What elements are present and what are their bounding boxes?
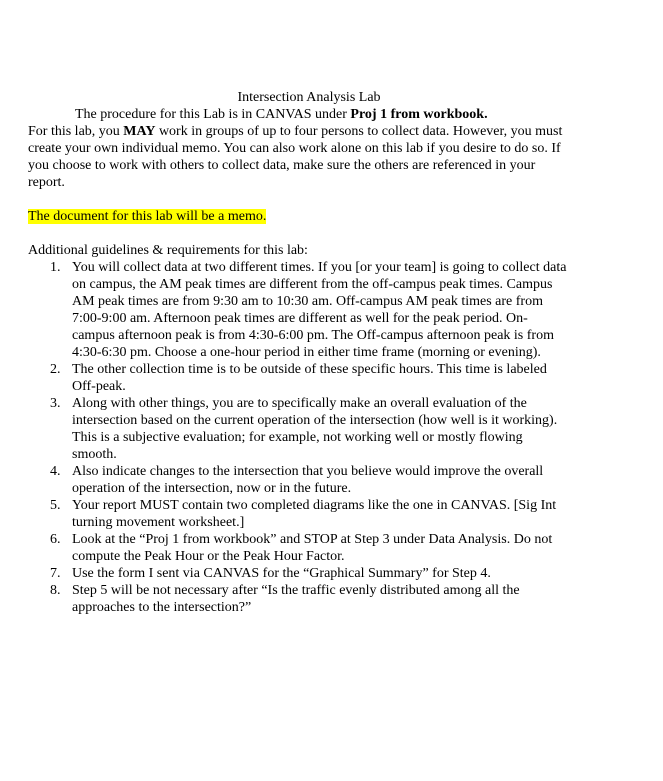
document-page: [28, 89, 568, 616]
list-item: [28, 531, 568, 565]
list-item-text: You will collect data at two different times. If you [or your team] is going to collect data on campus, the AM peak times are different from the off-campus peak times. Campus AM peak times are from 9:30 am to 10:30 am. Off-campus AM peak times are from 7:00-9:00 am. Afternoon peak times are different as well for the peak period. On-campus afternoon peak is from 4:30-6:00 pm. The Off-campus afternoon peak is from 4:30-6:30 pm. Choose a one-hour period in either time frame (morning or evening).: [72, 260, 567, 360]
list-item-text: Step 5 will be not necessary after “Is the traffic evenly distributed among all the approaches to the intersection?”: [72, 583, 520, 615]
list-item-text: Look at the “Proj 1 from workbook” and STOP at Step 3 under Data Analysis. Do not compute the Peak Hour or the Peak Hour Factor.: [72, 532, 553, 564]
list-item: [28, 259, 568, 361]
spacer: [28, 225, 568, 242]
list-item-number: 4.: [50, 464, 61, 479]
groups-paragraph: [28, 123, 568, 191]
document-title: Intersection Analysis Lab: [237, 90, 381, 105]
list-item-number: 3.: [50, 396, 61, 411]
list-item: [28, 361, 568, 395]
list-item-number: 1.: [50, 260, 61, 275]
groups-bold-text: MAY: [123, 124, 156, 139]
list-item-number: 8.: [50, 583, 61, 598]
list-item-number: 5.: [50, 498, 61, 513]
groups-prefix-text: For this lab, you: [28, 124, 124, 139]
procedure-text: The procedure for this Lab is in CANVAS under: [75, 107, 351, 122]
list-item-number: 6.: [50, 532, 61, 547]
groups-suffix-text: work in groups of up to four persons to collect data. However, you must create your own individual memo. You can also work alone on this lab if you desire to do so. If you choose to work with others to collect data, make sure the others are referenced in your report.: [28, 124, 563, 190]
highlighted-text: The document for this lab will be a memo.: [28, 209, 267, 224]
list-item: [28, 395, 568, 463]
list-item-text: Use the form I sent via CANVAS for the “Graphical Summary” for Step 4.: [72, 566, 491, 581]
guidelines-heading: Additional guidelines & requirements for this lab:: [28, 243, 308, 258]
list-item: [28, 565, 568, 582]
list-item-text: The other collection time is to be outside of these specific hours. This time is labeled Off-peak.: [72, 362, 547, 394]
list-item-number: 7.: [50, 566, 61, 581]
memo-note: [28, 208, 568, 225]
procedure-bold-text: Proj 1 from workbook.: [350, 107, 488, 122]
guidelines-list: [28, 259, 568, 616]
spacer: [28, 191, 568, 208]
procedure-line: [28, 106, 568, 123]
list-item: [28, 497, 568, 531]
list-item: [28, 463, 568, 497]
list-item-text: Your report MUST contain two completed diagrams like the one in CANVAS. [Sig Int turning movement worksheet.]: [72, 498, 557, 530]
list-item-number: 2.: [50, 362, 61, 377]
list-item-text: Along with other things, you are to specifically make an overall evaluation of the intersection based on the current operation of the intersection (how well is it working). This is a subjective evaluation; for example, not working well or mostly flowing smooth.: [72, 396, 558, 462]
list-item-text: Also indicate changes to the intersection that you believe would improve the overall operation of the intersection, now or in the future.: [72, 464, 544, 496]
list-item: [28, 582, 568, 616]
